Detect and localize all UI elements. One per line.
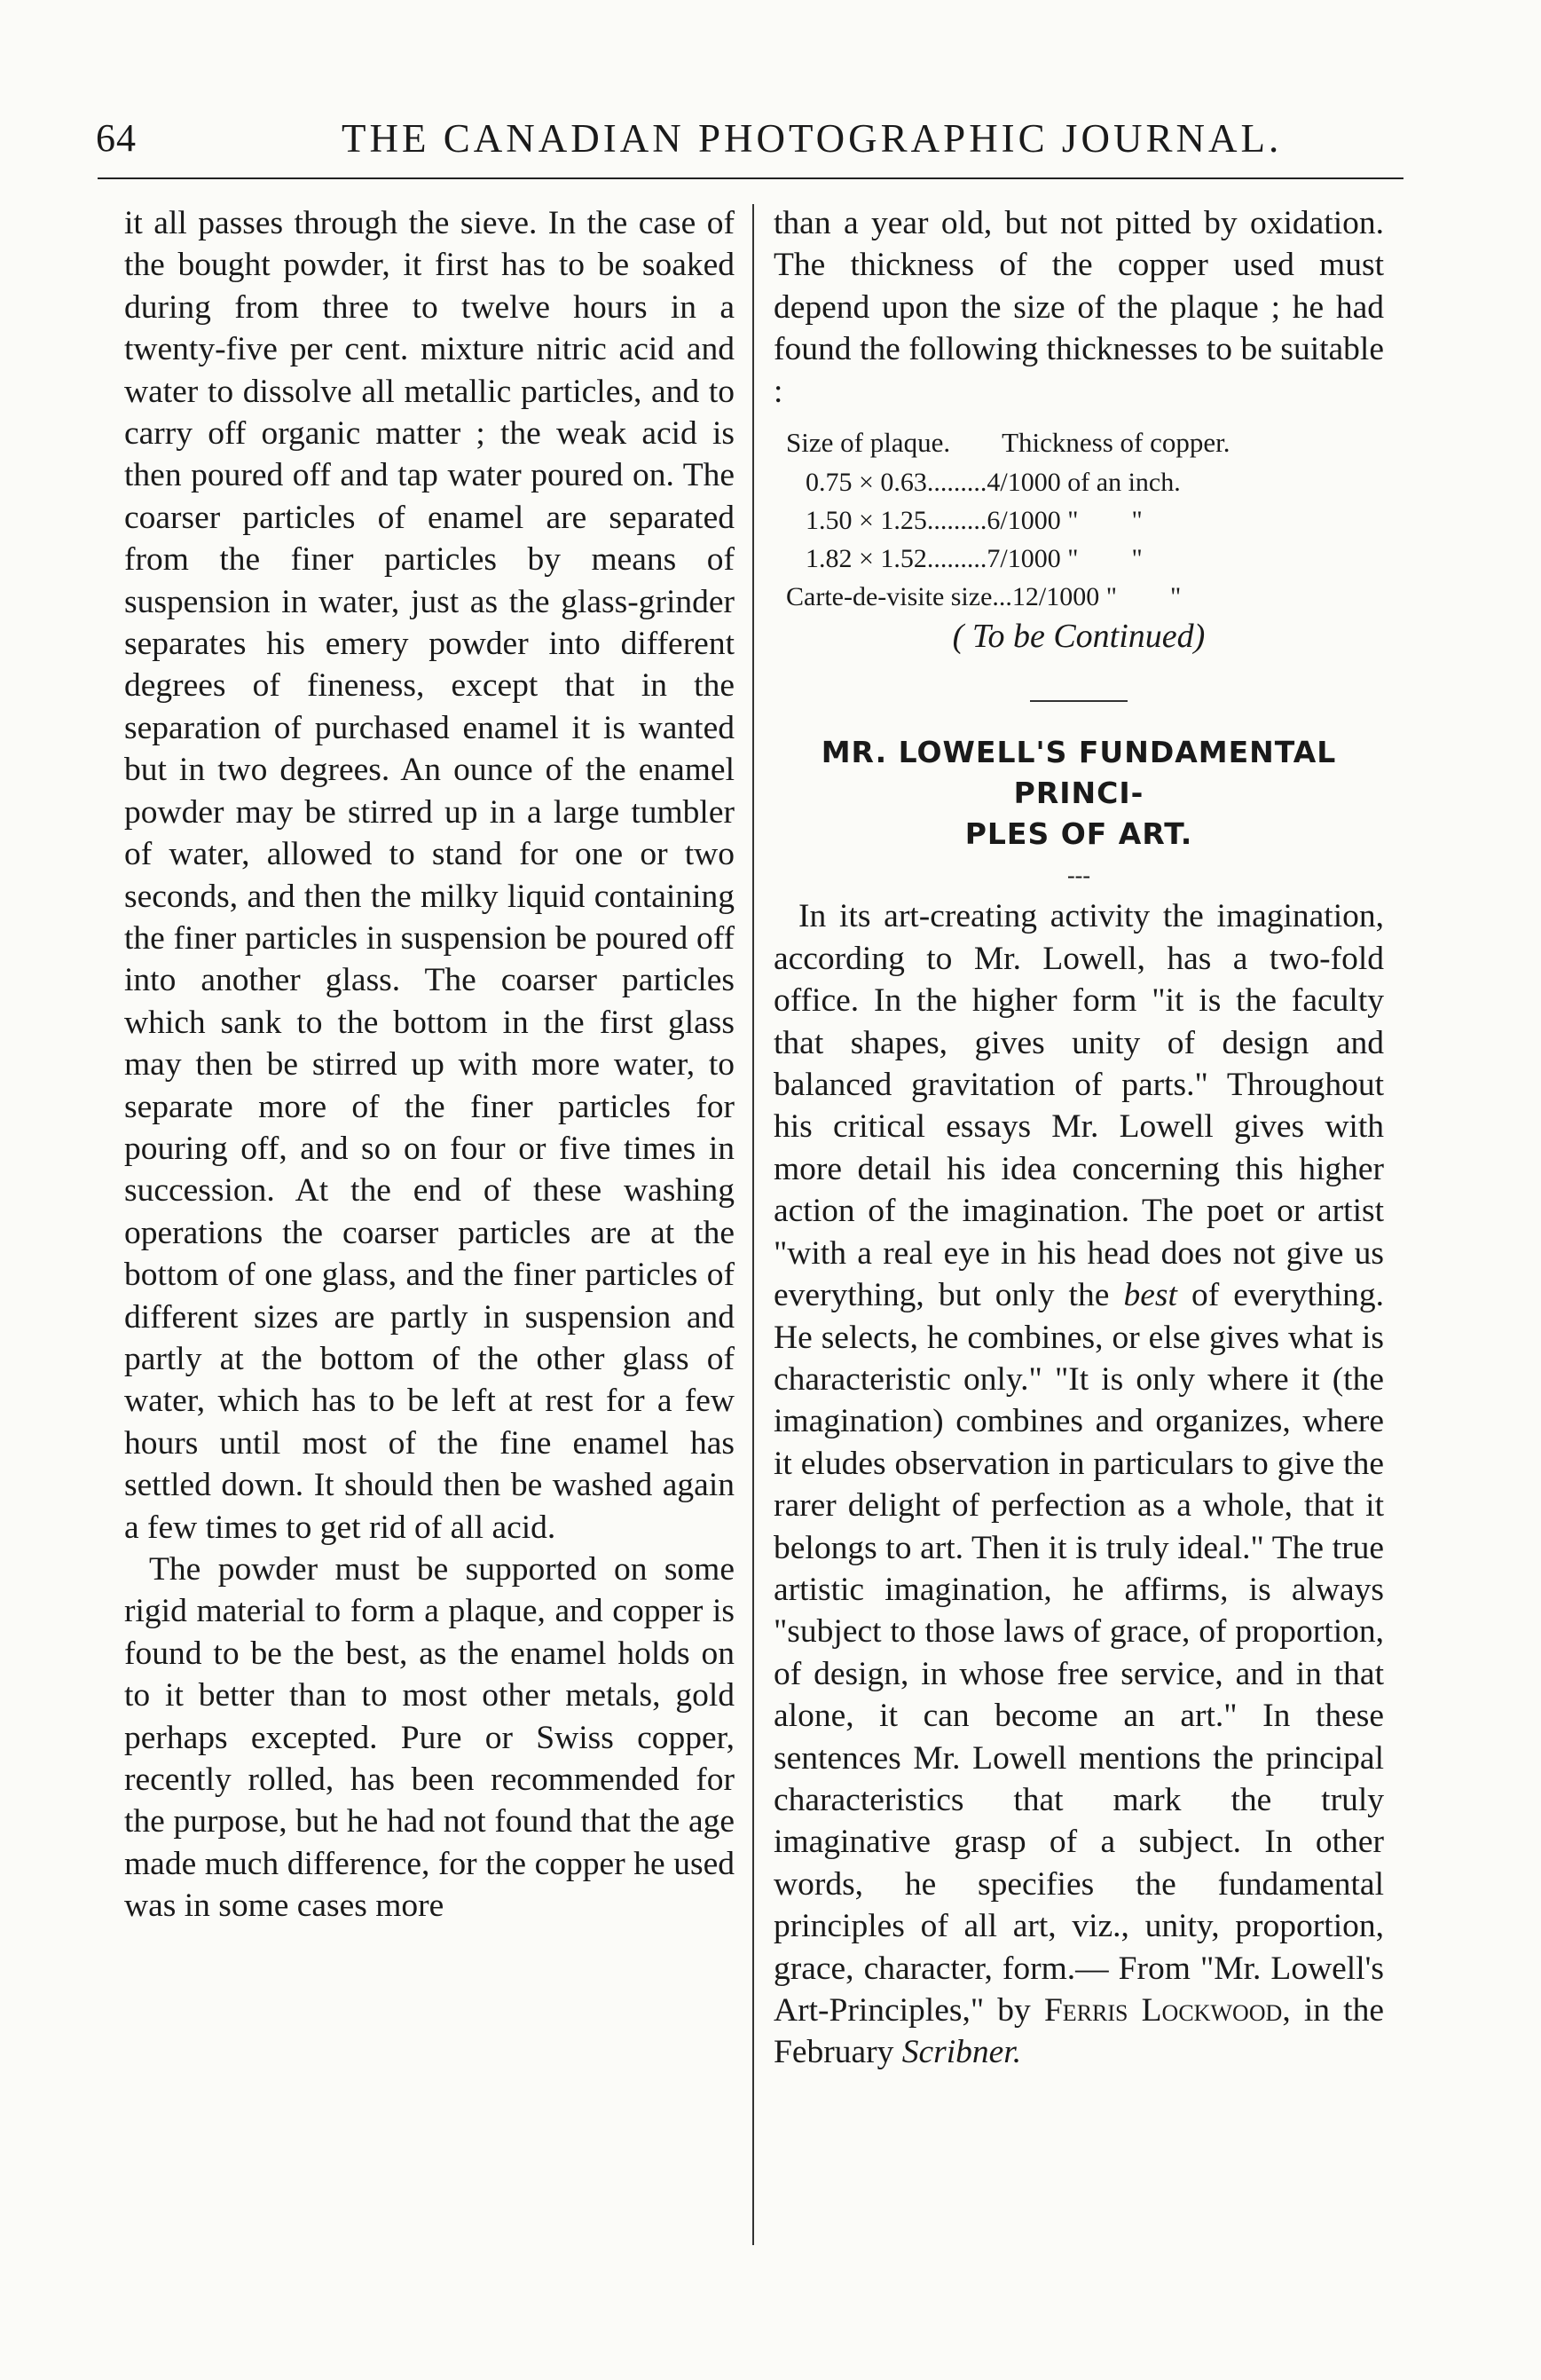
section-rule <box>1030 700 1128 702</box>
copper-thickness-table <box>786 423 1230 616</box>
table-row <box>786 501 1230 540</box>
article-heading <box>774 732 1384 855</box>
right-column <box>774 202 1384 2074</box>
size-column-header: Size of plaque. <box>786 427 951 459</box>
article-tail: , in the February <box>774 1992 1384 2071</box>
to-be-continued: ( To be Continued) <box>952 618 1206 656</box>
leader-dots: ... <box>992 582 1012 612</box>
heading-dash: --- <box>1067 863 1090 889</box>
table-row <box>786 540 1230 578</box>
plaque-size: Carte-de-visite size <box>786 582 993 612</box>
table-row <box>786 463 1230 501</box>
leader-dots: ......... <box>926 544 987 574</box>
table-row <box>786 578 1230 616</box>
page-number: 64 <box>96 116 137 160</box>
enamel-washing-paragraph: it all passes through the sieve. In the case of the bought powder, it first has to be soaked during from three to twelve hours in a twenty-five per cent. mixture nitric acid and water to dissolve all metallic particles, and to carry off organic matter ; the weak acid is then poured off and tap water poured on. The coarser particles of enamel are separated from the finer particles by means of suspension in water, just as the glass-grinder separates his emery powder into different degrees of fineness, except that in the separation of purchased enamel it is wanted but in two degrees. An ounce of the enamel powder may be stirred up in a large tumbler of water, allowed to stand for one or two seconds, and then the milky liquid containing the finer particles in suspension be poured off into another glass. The coarser particles which sank to the bottom in the first glass may then be stirred up with more water, to separate more of the finer particles for pouring off, and so on four or five times in succession. At the end of these washing operations the coarser particles are at the bottom of one glass, and the finer particles of different sizes are partly in suspension and partly at the bottom of the other glass of water, which has to be left at rest for a few hours until most of the fine enamel has settled down. It should then be washed again a few times to get rid of all acid. <box>124 205 735 1546</box>
plaque-size: 1.50 × 1.25 <box>806 506 927 536</box>
leader-dots: ......... <box>926 506 987 536</box>
thickness-unit: " " <box>1067 506 1143 536</box>
copper-thickness-paragraph: than a year old, but not pitted by oxidation. The thickness of the copper used must depend upon the size of the plaque ; he had found the following thicknesses to be suitable : <box>774 205 1384 410</box>
left-column <box>124 202 735 1927</box>
article-text-part-2: of everything. He selects, he combines, or else gives what is characteristic only." "It is only where it (the imagination) combines and organizes, where it eludes observation in particulars to give the rarer delight of perfection as a whole, that it belongs to art. Then it is truly ideal." The true artistic imagination, he affirms, is always "subject to those laws of grace, of proportion, of design, in whose free service, and in that alone, it can become an art." In these sentences Mr. Lowell mentions the principal characteristics that mark the truly imaginative grasp of a subject. In other words, he specifies the fundamental principles of all art, viz., unity, proportion, grace, character, form.— From "Mr. Lowell's Art-Principles," by <box>774 1277 1385 2029</box>
thickness-column-header: Thickness of copper. <box>1002 427 1230 459</box>
plaque-size: 0.75 × 0.63 <box>806 468 927 498</box>
italic-best: best <box>1123 1277 1177 1314</box>
journal-title: THE CANADIAN PHOTOGRAPHIC JOURNAL. <box>342 116 1283 161</box>
copper-thickness: 7/1000 <box>987 544 1061 574</box>
thickness-unit: " " <box>1067 544 1143 574</box>
copper-thickness: 12/1000 <box>1011 582 1100 612</box>
magazine-name: Scribner. <box>901 2034 1022 2071</box>
leader-dots: ......... <box>926 468 987 498</box>
column-divider <box>752 204 754 2245</box>
page-header <box>0 115 1541 169</box>
article-text-part-1: In its art-creating activity the imagination, according to Mr. Lowell, has a two-fold office. In the higher form "it is the faculty that shapes, gives unity of design and balanced gravitation of parts." Throughout his critical essays Mr. Lowell gives with more detail his idea concerning this higher action of the imagination. The poet or artist "with a real eye in his head does not give us everything, but only the <box>774 898 1384 1314</box>
article-heading-line-2: PLES OF ART. <box>964 816 1193 852</box>
copper-support-paragraph: The powder must be supported on some rigid material to form a plaque, and copper is found to be the best, as the enamel holds on to it better than to most other metals, gold perhaps excepted. Pure or Swiss copper, recently rolled, has been recommended for the purpose, but he had not found that the age made much difference, for the copper he used was in some cases more <box>124 1551 735 1925</box>
header-rule <box>98 177 1403 179</box>
thickness-unit: of an inch. <box>1067 468 1181 498</box>
plaque-size: 1.82 × 1.52 <box>806 544 927 574</box>
article-heading-line-1: MR. LOWELL'S FUNDAMENTAL PRINCI- <box>821 735 1337 811</box>
table-header-row <box>786 423 1230 463</box>
author-name: Ferris Lockwood <box>1043 1992 1283 2029</box>
lowell-article-paragraph <box>774 895 1384 2073</box>
copper-thickness: 6/1000 <box>987 506 1061 536</box>
thickness-unit: " " <box>1105 582 1182 612</box>
copper-thickness: 4/1000 <box>987 468 1061 498</box>
